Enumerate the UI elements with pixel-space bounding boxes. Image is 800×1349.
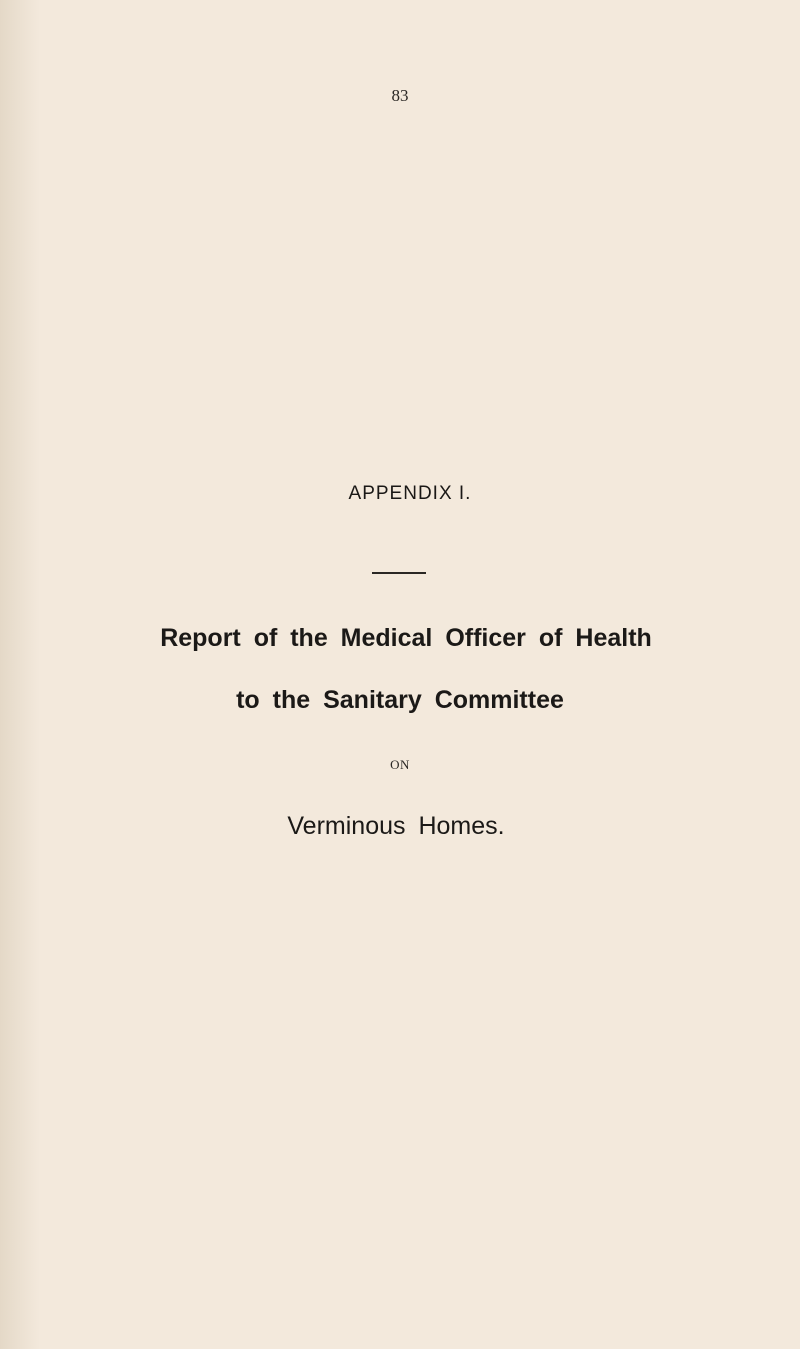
report-title-line-1: Report of the Medical Officer of Health [160,624,652,652]
divider-rule [372,572,426,574]
page-number: 83 [391,86,409,105]
connector-word: ON [390,757,410,772]
report-title-line-2: to the Sanitary Committee [236,686,564,714]
report-subject: Verminous Homes. [287,812,505,840]
appendix-heading: APPENDIX I. [348,483,472,504]
